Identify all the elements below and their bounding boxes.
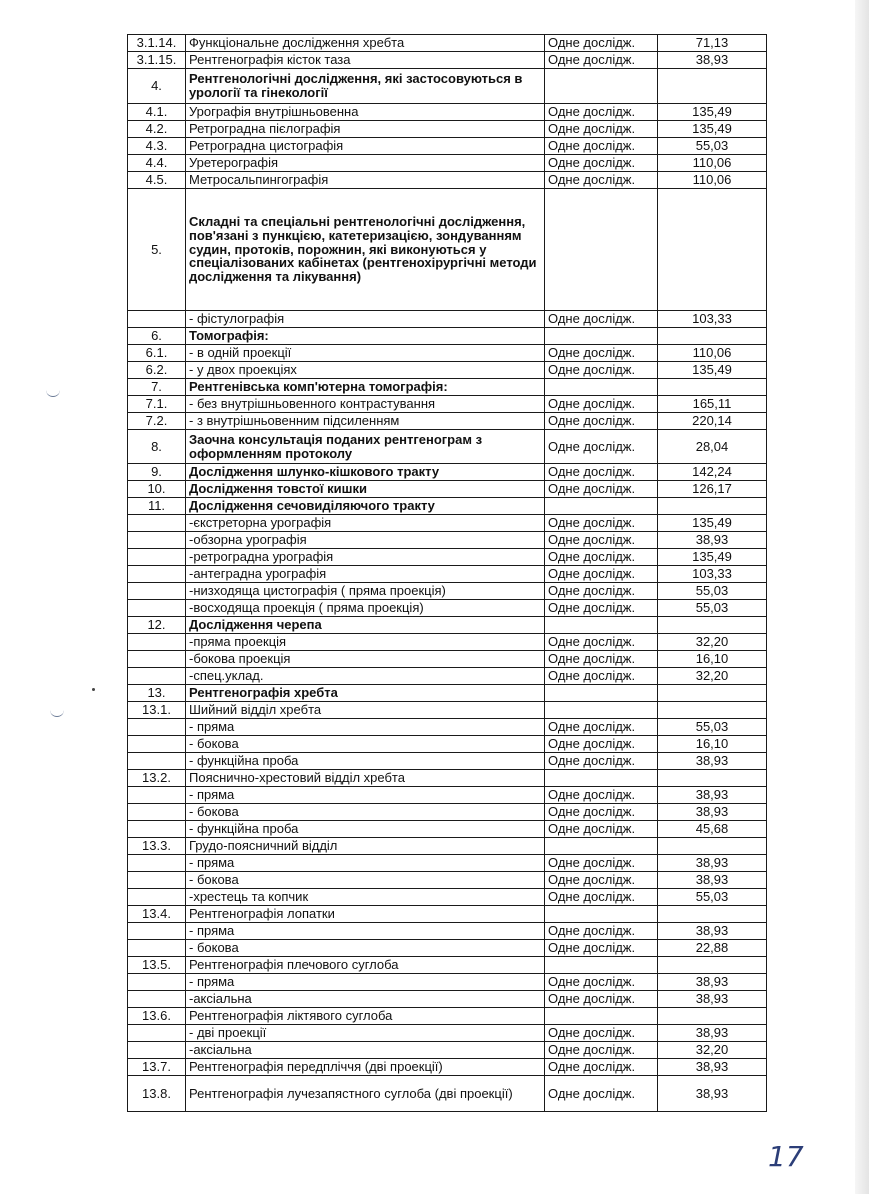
unit-cell: Одне дослідж.: [545, 668, 658, 685]
table-row: [128, 1025, 767, 1042]
unit-cell: Одне дослідж.: [545, 155, 658, 172]
price-cell: 38,93: [658, 787, 767, 804]
table-row: [128, 787, 767, 804]
price-cell: 32,20: [658, 1042, 767, 1059]
price-cell: 55,03: [658, 600, 767, 617]
service-name-cell: -хрестець та копчик: [186, 889, 545, 906]
service-name-cell: -спец.уклад.: [186, 668, 545, 685]
row-number-cell: 4.4.: [128, 155, 186, 172]
table-row: [128, 991, 767, 1008]
unit-cell: Одне дослідж.: [545, 345, 658, 362]
unit-cell: Одне дослідж.: [545, 872, 658, 889]
row-number-cell: 3.1.14.: [128, 35, 186, 52]
table-row: [128, 52, 767, 69]
row-number-cell: [128, 940, 186, 957]
unit-cell: Одне дослідж.: [545, 104, 658, 121]
row-number-cell: [128, 566, 186, 583]
service-name-cell: Функціональне дослідження хребта: [186, 35, 545, 52]
row-number-cell: 13.3.: [128, 838, 186, 855]
row-number-cell: [128, 668, 186, 685]
unit-cell: [545, 906, 658, 923]
service-name-cell: Рентгенографія лопатки: [186, 906, 545, 923]
price-cell: 220,14: [658, 413, 767, 430]
table-row: [128, 617, 767, 634]
service-name-cell: Рентгенографія плечового суглоба: [186, 957, 545, 974]
service-name-cell: - з внутрішньовенним підсиленням: [186, 413, 545, 430]
service-name-cell: -аксіальна: [186, 991, 545, 1008]
table-row: [128, 362, 767, 379]
price-cell: 38,93: [658, 753, 767, 770]
service-name-cell: - пряма: [186, 974, 545, 991]
table-row: [128, 498, 767, 515]
unit-cell: Одне дослідж.: [545, 940, 658, 957]
price-cell: 110,06: [658, 172, 767, 189]
price-cell: 165,11: [658, 396, 767, 413]
unit-cell: [545, 957, 658, 974]
unit-cell: Одне дослідж.: [545, 583, 658, 600]
handwritten-page-number: 17: [768, 1140, 804, 1173]
table-row: [128, 430, 767, 464]
unit-cell: Одне дослідж.: [545, 430, 658, 464]
price-cell: 32,20: [658, 668, 767, 685]
row-number-cell: 4.1.: [128, 104, 186, 121]
unit-cell: [545, 770, 658, 787]
table-row: [128, 69, 767, 104]
service-name-cell: - бокова: [186, 804, 545, 821]
unit-cell: Одне дослідж.: [545, 362, 658, 379]
service-name-cell: - без внутрішньовенного контрастування: [186, 396, 545, 413]
table-row: [128, 481, 767, 498]
price-cell: 38,93: [658, 855, 767, 872]
service-name-cell: -низходяща цистографія ( пряма проекція): [186, 583, 545, 600]
unit-cell: Одне дослідж.: [545, 804, 658, 821]
price-cell: 38,93: [658, 532, 767, 549]
table-row: [128, 855, 767, 872]
price-cell: 38,93: [658, 52, 767, 69]
table-row: [128, 379, 767, 396]
row-number-cell: [128, 804, 186, 821]
service-name-cell: - функційна проба: [186, 753, 545, 770]
service-name-cell: - в одній проекції: [186, 345, 545, 362]
table-row: [128, 566, 767, 583]
service-name-cell: - бокова: [186, 940, 545, 957]
unit-cell: Одне дослідж.: [545, 787, 658, 804]
table-row: [128, 906, 767, 923]
unit-cell: Одне дослідж.: [545, 52, 658, 69]
service-name-cell: - пряма: [186, 719, 545, 736]
service-name-cell: -ретроградна урографія: [186, 549, 545, 566]
service-name-cell: Томографія:: [186, 328, 545, 345]
row-number-cell: [128, 583, 186, 600]
unit-cell: Одне дослідж.: [545, 532, 658, 549]
row-number-cell: 4.3.: [128, 138, 186, 155]
row-number-cell: 7.: [128, 379, 186, 396]
unit-cell: Одне дослідж.: [545, 1025, 658, 1042]
service-name-cell: - пряма: [186, 855, 545, 872]
table-row: [128, 736, 767, 753]
service-name-cell: Рентгенографія передпліччя (дві проекції): [186, 1059, 545, 1076]
service-name-cell: -обзорна урографія: [186, 532, 545, 549]
price-cell: 38,93: [658, 804, 767, 821]
table-row: [128, 770, 767, 787]
price-cell: 38,93: [658, 974, 767, 991]
row-number-cell: [128, 991, 186, 1008]
service-name-cell: -бокова проекція: [186, 651, 545, 668]
price-cell: [658, 957, 767, 974]
table-row: [128, 1076, 767, 1112]
price-cell: 32,20: [658, 634, 767, 651]
price-cell: 55,03: [658, 138, 767, 155]
unit-cell: Одне дослідж.: [545, 515, 658, 532]
row-number-cell: [128, 600, 186, 617]
unit-cell: Одне дослідж.: [545, 719, 658, 736]
service-name-cell: Дослідження товстої кишки: [186, 481, 545, 498]
row-number-cell: 13.7.: [128, 1059, 186, 1076]
service-name-cell: - бокова: [186, 872, 545, 889]
unit-cell: Одне дослідж.: [545, 172, 658, 189]
service-name-cell: Ретроградна цистографія: [186, 138, 545, 155]
price-cell: 126,17: [658, 481, 767, 498]
table-row: [128, 1008, 767, 1025]
unit-cell: [545, 498, 658, 515]
row-number-cell: 12.: [128, 617, 186, 634]
unit-cell: [545, 328, 658, 345]
unit-cell: Одне дослідж.: [545, 634, 658, 651]
price-cell: [658, 1008, 767, 1025]
row-number-cell: [128, 821, 186, 838]
service-name-cell: Дослідження шлунко-кішкового тракту: [186, 464, 545, 481]
row-number-cell: [128, 532, 186, 549]
table-row: [128, 396, 767, 413]
price-cell: 71,13: [658, 35, 767, 52]
unit-cell: Одне дослідж.: [545, 855, 658, 872]
unit-cell: [545, 1008, 658, 1025]
table-row: [128, 889, 767, 906]
price-cell: 38,93: [658, 991, 767, 1008]
unit-cell: Одне дослідж.: [545, 138, 658, 155]
row-number-cell: 13.6.: [128, 1008, 186, 1025]
service-name-cell: -пряма проекція: [186, 634, 545, 651]
table-row: [128, 121, 767, 138]
price-cell: 135,49: [658, 362, 767, 379]
service-name-cell: - пряма: [186, 787, 545, 804]
row-number-cell: [128, 651, 186, 668]
price-cell: [658, 617, 767, 634]
price-cell: 103,33: [658, 311, 767, 328]
table-row: [128, 311, 767, 328]
price-cell: 38,93: [658, 1059, 767, 1076]
service-name-cell: Урографія внутрішньовенна: [186, 104, 545, 121]
unit-cell: [545, 379, 658, 396]
service-name-cell: Ретроградна пієлографія: [186, 121, 545, 138]
price-cell: [658, 906, 767, 923]
price-cell: 135,49: [658, 121, 767, 138]
price-cell: 16,10: [658, 651, 767, 668]
service-name-cell: Дослідження черепа: [186, 617, 545, 634]
unit-cell: Одне дослідж.: [545, 889, 658, 906]
row-number-cell: 13.: [128, 685, 186, 702]
row-number-cell: [128, 515, 186, 532]
price-cell: [658, 498, 767, 515]
service-name-cell: - фістулографія: [186, 311, 545, 328]
price-cell: 55,03: [658, 719, 767, 736]
service-name-cell: Рентгенографія хребта: [186, 685, 545, 702]
table-row: [128, 940, 767, 957]
price-cell: 55,03: [658, 583, 767, 600]
table-row: [128, 1042, 767, 1059]
table-row: [128, 838, 767, 855]
table-row: [128, 702, 767, 719]
service-name-cell: Пояснично-хрестовий відділ хребта: [186, 770, 545, 787]
price-cell: [658, 685, 767, 702]
unit-cell: [545, 617, 658, 634]
table-row: [128, 345, 767, 362]
unit-cell: Одне дослідж.: [545, 753, 658, 770]
service-name-cell: -антеградна урографія: [186, 566, 545, 583]
table-row: [128, 532, 767, 549]
price-cell: 55,03: [658, 889, 767, 906]
unit-cell: Одне дослідж.: [545, 736, 658, 753]
price-cell: 110,06: [658, 155, 767, 172]
unit-cell: Одне дослідж.: [545, 481, 658, 498]
unit-cell: Одне дослідж.: [545, 821, 658, 838]
unit-cell: Одне дослідж.: [545, 464, 658, 481]
unit-cell: Одне дослідж.: [545, 121, 658, 138]
price-table: [127, 34, 767, 1112]
row-number-cell: [128, 753, 186, 770]
row-number-cell: 6.1.: [128, 345, 186, 362]
price-cell: 38,93: [658, 872, 767, 889]
row-number-cell: 5.: [128, 189, 186, 311]
unit-cell: Одне дослідж.: [545, 413, 658, 430]
row-number-cell: [128, 855, 186, 872]
row-number-cell: [128, 787, 186, 804]
service-name-cell: Рентгенографія лучезапястного суглоба (дві проекції): [186, 1076, 545, 1112]
price-cell: [658, 770, 767, 787]
row-number-cell: 3.1.15.: [128, 52, 186, 69]
service-name-cell: Метросальпингографія: [186, 172, 545, 189]
service-name-cell: Рентгенографія кісток таза: [186, 52, 545, 69]
unit-cell: Одне дослідж.: [545, 566, 658, 583]
price-cell: [658, 702, 767, 719]
unit-cell: Одне дослідж.: [545, 1042, 658, 1059]
unit-cell: Одне дослідж.: [545, 1059, 658, 1076]
row-number-cell: 4.: [128, 69, 186, 104]
price-cell: [658, 328, 767, 345]
row-number-cell: [128, 889, 186, 906]
service-name-cell: - пряма: [186, 923, 545, 940]
table-row: [128, 464, 767, 481]
unit-cell: Одне дослідж.: [545, 549, 658, 566]
unit-cell: [545, 702, 658, 719]
row-number-cell: 4.2.: [128, 121, 186, 138]
service-name-cell: - дві проекції: [186, 1025, 545, 1042]
row-number-cell: [128, 1042, 186, 1059]
row-number-cell: [128, 311, 186, 328]
unit-cell: [545, 685, 658, 702]
row-number-cell: 13.4.: [128, 906, 186, 923]
row-number-cell: 9.: [128, 464, 186, 481]
row-number-cell: 8.: [128, 430, 186, 464]
table-row: [128, 600, 767, 617]
row-number-cell: 7.2.: [128, 413, 186, 430]
price-cell: 38,93: [658, 1076, 767, 1112]
table-row: [128, 821, 767, 838]
row-number-cell: [128, 1025, 186, 1042]
price-cell: 142,24: [658, 464, 767, 481]
service-name-cell: - у двох проекціях: [186, 362, 545, 379]
row-number-cell: [128, 736, 186, 753]
table-row: [128, 685, 767, 702]
row-number-cell: [128, 872, 186, 889]
table-row: [128, 189, 767, 311]
table-row: [128, 668, 767, 685]
service-name-cell: Рентгенологічні дослідження, які застосовуються в урології та гінекології: [186, 69, 545, 104]
unit-cell: Одне дослідж.: [545, 311, 658, 328]
unit-cell: Одне дослідж.: [545, 974, 658, 991]
table-row: [128, 753, 767, 770]
table-row: [128, 872, 767, 889]
service-name-cell: Рентгенографія ліктявого суглоба: [186, 1008, 545, 1025]
price-cell: 103,33: [658, 566, 767, 583]
unit-cell: Одне дослідж.: [545, 600, 658, 617]
table-row: [128, 583, 767, 600]
binder-hole-mark: [46, 388, 60, 397]
row-number-cell: 10.: [128, 481, 186, 498]
row-number-cell: 13.2.: [128, 770, 186, 787]
price-cell: 135,49: [658, 515, 767, 532]
row-number-cell: 4.5.: [128, 172, 186, 189]
table-row: [128, 1059, 767, 1076]
table-row: [128, 804, 767, 821]
row-number-cell: [128, 549, 186, 566]
table-row: [128, 138, 767, 155]
row-number-cell: [128, 923, 186, 940]
table-row: [128, 974, 767, 991]
table-row: [128, 104, 767, 121]
service-name-cell: - функційна проба: [186, 821, 545, 838]
unit-cell: Одне дослідж.: [545, 396, 658, 413]
table-row: [128, 651, 767, 668]
price-cell: 110,06: [658, 345, 767, 362]
service-name-cell: Грудо-поясничний відділ: [186, 838, 545, 855]
price-cell: [658, 838, 767, 855]
unit-cell: Одне дослідж.: [545, 35, 658, 52]
row-number-cell: 13.1.: [128, 702, 186, 719]
unit-cell: Одне дослідж.: [545, 991, 658, 1008]
unit-cell: [545, 838, 658, 855]
table-row: [128, 413, 767, 430]
price-cell: [658, 69, 767, 104]
price-cell: [658, 189, 767, 311]
price-cell: 38,93: [658, 1025, 767, 1042]
row-number-cell: 13.5.: [128, 957, 186, 974]
row-number-cell: 11.: [128, 498, 186, 515]
table-row: [128, 328, 767, 345]
table-row: [128, 155, 767, 172]
service-name-cell: -восходяща проекція ( пряма проекція): [186, 600, 545, 617]
service-name-cell: -аксіальна: [186, 1042, 545, 1059]
row-number-cell: 13.8.: [128, 1076, 186, 1112]
row-number-cell: 7.1.: [128, 396, 186, 413]
price-cell: 38,93: [658, 923, 767, 940]
scan-speck: [92, 688, 95, 691]
scan-page-edge: [855, 0, 869, 1194]
table-row: [128, 634, 767, 651]
binder-hole-mark: [50, 708, 64, 717]
service-name-cell: Уретерографія: [186, 155, 545, 172]
service-name-cell: -єкстреторна урографія: [186, 515, 545, 532]
table-row: [128, 923, 767, 940]
unit-cell: Одне дослідж.: [545, 651, 658, 668]
service-name-cell: Рентгенівська комп'ютерна томографія:: [186, 379, 545, 396]
price-cell: 16,10: [658, 736, 767, 753]
price-cell: 22,88: [658, 940, 767, 957]
table-row: [128, 719, 767, 736]
unit-cell: [545, 69, 658, 104]
table-row: [128, 172, 767, 189]
row-number-cell: 6.: [128, 328, 186, 345]
table-row: [128, 957, 767, 974]
service-name-cell: - бокова: [186, 736, 545, 753]
row-number-cell: [128, 719, 186, 736]
unit-cell: [545, 189, 658, 311]
price-table-body: [128, 35, 767, 1112]
price-cell: 45,68: [658, 821, 767, 838]
row-number-cell: 6.2.: [128, 362, 186, 379]
service-name-cell: Шийний відділ хребта: [186, 702, 545, 719]
service-name-cell: Складні та спеціальні рентгенологічні дослідження, пов'язані з пункцією, катетеризацією, зондуванням судин, протоків, порожнин, які виконуються у спеціалізованих кабінетах (рентгенохірургічні методи дослідження та лікування): [186, 189, 545, 311]
price-cell: 28,04: [658, 430, 767, 464]
unit-cell: Одне дослідж.: [545, 923, 658, 940]
price-cell: 135,49: [658, 104, 767, 121]
price-cell: 135,49: [658, 549, 767, 566]
table-row: [128, 35, 767, 52]
price-cell: [658, 379, 767, 396]
service-name-cell: Заочна консультація поданих рентгенограм з оформленням протоколу: [186, 430, 545, 464]
table-row: [128, 515, 767, 532]
service-name-cell: Дослідження сечовиділяючого тракту: [186, 498, 545, 515]
unit-cell: Одне дослідж.: [545, 1076, 658, 1112]
table-row: [128, 549, 767, 566]
row-number-cell: [128, 974, 186, 991]
row-number-cell: [128, 634, 186, 651]
